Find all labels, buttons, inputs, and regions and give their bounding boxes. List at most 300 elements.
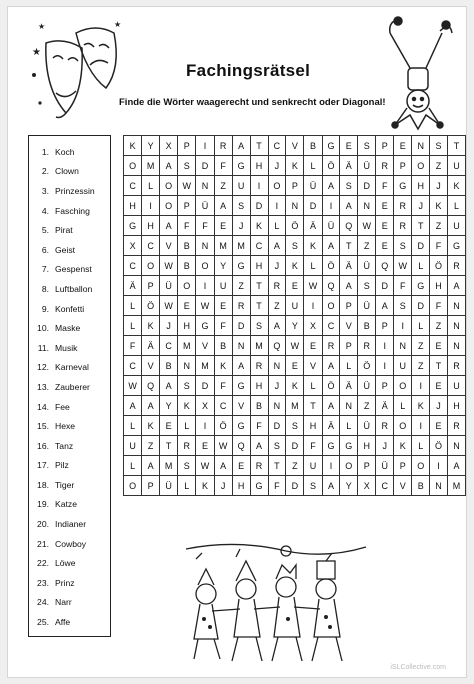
grid-cell: O [178, 276, 196, 296]
grid-cell: E [376, 236, 394, 256]
grid-cell: Z [430, 156, 448, 176]
grid-cell: M [286, 396, 304, 416]
grid-cell: B [304, 136, 322, 156]
grid-cell: G [124, 216, 142, 236]
grid-cell: I [412, 416, 430, 436]
grid-row [124, 136, 466, 156]
grid-cell: P [178, 196, 196, 216]
grid-cell: O [340, 456, 358, 476]
grid-cell: V [196, 336, 214, 356]
grid-cell: R [376, 156, 394, 176]
word-list-item [29, 514, 110, 534]
grid-row [124, 476, 466, 496]
grid-cell: N [268, 356, 286, 376]
word-text: Clown [55, 166, 79, 177]
grid-cell: I [142, 196, 160, 216]
word-text: Karneval [55, 362, 89, 373]
word-list-item [29, 475, 110, 495]
word-number: 20. [37, 519, 49, 530]
grid-cell: E [304, 336, 322, 356]
grid-cell: Ü [358, 256, 376, 276]
grid-cell: C [142, 236, 160, 256]
word-list-item [29, 142, 110, 162]
grid-cell: L [447, 196, 465, 216]
grid-cell: P [376, 136, 394, 156]
grid-row [124, 256, 466, 276]
grid-cell: V [304, 356, 322, 376]
grid-cell: Ü [358, 296, 376, 316]
grid-cell: A [232, 356, 250, 376]
word-text: Fasching [55, 205, 90, 216]
word-number: 8. [41, 283, 49, 294]
grid-cell: Ö [430, 256, 448, 276]
word-number: 11. [37, 342, 49, 353]
grid-cell: Ü [196, 196, 214, 216]
grid-cell: S [178, 456, 196, 476]
grid-cell: L [178, 476, 196, 496]
grid-cell: Q [340, 216, 358, 236]
grid-cell: D [268, 416, 286, 436]
grid-cell: S [358, 276, 376, 296]
grid-cell: A [142, 396, 160, 416]
grid-cell: N [394, 336, 412, 356]
word-text: Geist [55, 244, 76, 255]
grid-cell: S [304, 476, 322, 496]
grid-cell: C [124, 176, 142, 196]
grid-cell: K [250, 216, 268, 236]
grid-row [124, 456, 466, 476]
word-number: 16. [37, 440, 49, 451]
grid-cell: A [322, 236, 340, 256]
grid-cell: P [286, 176, 304, 196]
grid-cell: W [214, 436, 232, 456]
grid-cell: I [376, 356, 394, 376]
word-text: Fee [55, 401, 70, 412]
grid-cell: O [412, 456, 430, 476]
grid-cell: A [160, 216, 178, 236]
grid-cell: F [178, 216, 196, 236]
grid-cell: A [340, 276, 358, 296]
grid-cell: G [394, 176, 412, 196]
grid-cell: P [340, 336, 358, 356]
grid-cell: U [447, 156, 465, 176]
grid-cell: L [340, 356, 358, 376]
grid-cell: O [268, 176, 286, 196]
grid-cell: B [250, 396, 268, 416]
word-number: 10. [37, 323, 49, 334]
grid-row [124, 336, 466, 356]
svg-text:★: ★ [38, 22, 46, 31]
grid-cell: T [430, 356, 448, 376]
grid-cell: N [447, 436, 465, 456]
grid-cell: O [124, 156, 142, 176]
word-number: 22. [37, 558, 49, 569]
grid-cell: A [232, 136, 250, 156]
grid-cell: X [304, 316, 322, 336]
grid-cell: L [304, 256, 322, 276]
grid-cell: A [250, 436, 268, 456]
grid-cell: W [304, 276, 322, 296]
grid-cell: D [412, 236, 430, 256]
word-text: Pilz [55, 460, 69, 471]
word-list-item [29, 534, 110, 554]
grid-cell: Ä [340, 156, 358, 176]
grid-cell: G [447, 236, 465, 256]
grid-row [124, 356, 466, 376]
word-list-item [29, 553, 110, 573]
grid-cell: H [124, 196, 142, 216]
grid-cell: Ö [286, 216, 304, 236]
grid-cell: Ü [358, 416, 376, 436]
grid-cell: A [322, 356, 340, 376]
grid-cell: H [447, 396, 465, 416]
grid-cell: I [196, 276, 214, 296]
grid-cell: N [447, 316, 465, 336]
grid-row [124, 156, 466, 176]
grid-cell: L [394, 396, 412, 416]
grid-row [124, 176, 466, 196]
grid-cell: C [214, 396, 232, 416]
grid-cell: S [340, 176, 358, 196]
grid-cell: T [250, 136, 268, 156]
grid-cell: E [196, 436, 214, 456]
grid-cell: Q [376, 256, 394, 276]
party-illustration [176, 539, 376, 669]
word-number: 3. [41, 185, 49, 196]
grid-cell: H [358, 436, 376, 456]
grid-cell: Q [268, 336, 286, 356]
grid-cell: L [142, 176, 160, 196]
grid-cell: A [142, 456, 160, 476]
word-list-item [29, 299, 110, 319]
grid-cell: K [286, 156, 304, 176]
worksheet-page [7, 6, 467, 678]
grid-cell: J [430, 176, 448, 196]
grid-cell: K [286, 256, 304, 276]
grid-cell: L [124, 316, 142, 336]
grid-cell: N [412, 136, 430, 156]
grid-cell: V [286, 136, 304, 156]
grid-cell: R [447, 256, 465, 276]
grid-cell: R [322, 336, 340, 356]
word-number: 14. [37, 401, 49, 412]
word-number: 17. [37, 460, 49, 471]
word-list-item [29, 612, 110, 632]
grid-cell: R [232, 296, 250, 316]
grid-cell: W [286, 336, 304, 356]
word-search-grid [123, 135, 466, 496]
grid-cell: S [394, 296, 412, 316]
grid-cell: K [142, 316, 160, 336]
grid-cell: B [178, 256, 196, 276]
word-text: Katze [55, 499, 77, 510]
grid-cell: U [232, 176, 250, 196]
word-list-item [29, 456, 110, 476]
grid-cell: P [358, 456, 376, 476]
grid-cell: Ä [340, 376, 358, 396]
grid-cell: F [430, 296, 448, 316]
grid-cell: I [376, 336, 394, 356]
grid-cell: D [196, 156, 214, 176]
grid-cell: G [250, 476, 268, 496]
grid-cell: Z [430, 216, 448, 236]
grid-cell: U [394, 356, 412, 376]
grid-cell: W [124, 376, 142, 396]
word-number: 5. [41, 225, 49, 236]
grid-cell: Ö [322, 256, 340, 276]
grid-cell: H [304, 416, 322, 436]
grid-cell: Z [232, 276, 250, 296]
grid-cell: I [196, 416, 214, 436]
grid-cell: T [304, 396, 322, 416]
grid-cell: P [376, 376, 394, 396]
word-list-item [29, 162, 110, 182]
grid-cell: B [214, 336, 232, 356]
grid-cell: G [232, 256, 250, 276]
grid-cell: L [124, 296, 142, 316]
grid-cell: F [376, 176, 394, 196]
grid-cell: Ü [304, 176, 322, 196]
grid-cell: I [268, 196, 286, 216]
grid-cell: Z [214, 176, 232, 196]
word-text: Koch [55, 146, 75, 157]
grid-cell: Ö [322, 376, 340, 396]
grid-cell: K [447, 176, 465, 196]
grid-cell: T [412, 216, 430, 236]
grid-cell: S [178, 376, 196, 396]
word-text: Indianer [55, 519, 87, 530]
grid-cell: E [376, 196, 394, 216]
grid-cell: S [286, 236, 304, 256]
word-text: Maske [55, 323, 81, 334]
grid-cell: C [124, 256, 142, 276]
grid-cell: J [376, 436, 394, 456]
grid-cell: A [214, 456, 232, 476]
word-list-item [29, 593, 110, 613]
grid-cell: L [178, 416, 196, 436]
grid-cell: R [376, 416, 394, 436]
grid-cell: D [232, 316, 250, 336]
grid-cell: E [160, 416, 178, 436]
word-list-item [29, 220, 110, 240]
word-number: 15. [37, 421, 49, 432]
grid-row [124, 416, 466, 436]
grid-cell: F [214, 316, 232, 336]
grid-cell: Ü [322, 216, 340, 236]
grid-cell: J [268, 376, 286, 396]
grid-cell: J [232, 216, 250, 236]
word-number: 2. [41, 166, 49, 177]
grid-cell: K [142, 416, 160, 436]
grid-cell: K [394, 436, 412, 456]
grid-cell: S [268, 436, 286, 456]
grid-cell: N [358, 196, 376, 216]
word-text: Gespenst [55, 264, 92, 275]
word-list-item [29, 436, 110, 456]
word-number: 7. [41, 264, 49, 275]
grid-cell: P [142, 276, 160, 296]
grid-cell: U [447, 216, 465, 236]
grid-cell: N [430, 476, 448, 496]
grid-cell: G [340, 436, 358, 456]
word-text: Tiger [55, 479, 75, 490]
word-text: Prinzessin [55, 185, 95, 196]
grid-cell: R [178, 436, 196, 456]
grid-cell: R [358, 336, 376, 356]
grid-cell: K [430, 196, 448, 216]
grid-cell: Y [340, 476, 358, 496]
grid-cell: E [340, 136, 358, 156]
grid-cell: E [394, 136, 412, 156]
grid-cell: K [196, 476, 214, 496]
grid-cell: C [322, 316, 340, 336]
grid-cell: L [412, 316, 430, 336]
grid-cell: L [124, 416, 142, 436]
grid-cell: Z [430, 316, 448, 336]
grid-cell: N [340, 396, 358, 416]
grid-cell: I [304, 296, 322, 316]
grid-cell: H [142, 216, 160, 236]
grid-row [124, 216, 466, 236]
grid-cell: R [447, 416, 465, 436]
grid-cell: A [340, 196, 358, 216]
grid-cell: R [250, 456, 268, 476]
grid-cell: N [268, 396, 286, 416]
word-text: Löwe [55, 558, 76, 569]
grid-cell: E [376, 216, 394, 236]
word-text: Konfetti [55, 303, 85, 314]
grid-cell: G [232, 376, 250, 396]
grid-cell: J [412, 196, 430, 216]
grid-cell: U [214, 276, 232, 296]
grid-cell: F [250, 416, 268, 436]
grid-cell: D [250, 196, 268, 216]
grid-cell: C [376, 476, 394, 496]
grid-cell: H [250, 376, 268, 396]
grid-cell: V [394, 476, 412, 496]
grid-cell: G [412, 276, 430, 296]
grid-cell: O [394, 416, 412, 436]
word-list-item [29, 397, 110, 417]
word-text: Affe [55, 617, 71, 628]
grid-cell: Z [412, 356, 430, 376]
grid-cell: R [447, 356, 465, 376]
grid-cell: F [304, 436, 322, 456]
grid-cell: U [447, 376, 465, 396]
grid-cell: I [412, 376, 430, 396]
grid-cell: E [286, 356, 304, 376]
grid-cell: E [178, 296, 196, 316]
grid-cell: C [124, 356, 142, 376]
grid-cell: A [268, 316, 286, 336]
word-number: 24. [37, 597, 49, 608]
grid-cell: Ü [160, 476, 178, 496]
grid-cell: U [286, 296, 304, 316]
word-number: 21. [37, 538, 49, 549]
grid-cell: F [124, 336, 142, 356]
grid-cell: S [430, 136, 448, 156]
grid-cell: Z [286, 456, 304, 476]
grid-cell: O [160, 176, 178, 196]
grid-cell: J [268, 156, 286, 176]
word-number: 23. [37, 577, 49, 588]
grid-cell: M [160, 456, 178, 476]
grid-cell: B [358, 316, 376, 336]
grid-cell: L [340, 416, 358, 436]
grid-cell: X [358, 476, 376, 496]
grid-cell: Ö [322, 156, 340, 176]
word-number: 18. [37, 479, 49, 490]
grid-cell: U [304, 456, 322, 476]
grid-cell: F [196, 216, 214, 236]
grid-cell: A [268, 236, 286, 256]
grid-cell: B [412, 476, 430, 496]
grid-cell: M [142, 156, 160, 176]
grid-cell: L [412, 256, 430, 276]
grid-cell: N [232, 336, 250, 356]
grid-cell: K [412, 396, 430, 416]
grid-cell: I [430, 456, 448, 476]
grid-cell: H [430, 276, 448, 296]
watermark: iSLCollective.com [390, 664, 446, 671]
grid-cell: K [178, 396, 196, 416]
grid-cell: J [214, 476, 232, 496]
grid-cell: O [142, 256, 160, 276]
grid-cell: V [142, 356, 160, 376]
word-list-item [29, 573, 110, 593]
grid-cell: O [196, 256, 214, 276]
grid-cell: W [160, 256, 178, 276]
word-text: Tanz [55, 440, 74, 451]
grid-cell: A [322, 476, 340, 496]
grid-cell: D [304, 196, 322, 216]
grid-row [124, 316, 466, 336]
grid-cell: Ö [430, 436, 448, 456]
grid-cell: D [286, 436, 304, 456]
grid-cell: E [430, 336, 448, 356]
grid-cell: Ü [358, 376, 376, 396]
word-number: 13. [37, 381, 49, 392]
grid-cell: Ü [160, 276, 178, 296]
grid-cell: R [250, 356, 268, 376]
grid-cell: X [196, 396, 214, 416]
grid-cell: V [232, 396, 250, 416]
word-text: Hexe [55, 421, 76, 432]
grid-cell: I [394, 316, 412, 336]
grid-cell: A [376, 296, 394, 316]
grid-cell: E [430, 376, 448, 396]
grid-cell: T [447, 136, 465, 156]
word-text: Prinz [55, 577, 75, 588]
word-list-item [29, 260, 110, 280]
grid-cell: K [124, 136, 142, 156]
grid-cell: J [160, 316, 178, 336]
grid-cell: Q [322, 276, 340, 296]
grid-cell: L [412, 436, 430, 456]
grid-cell: A [322, 396, 340, 416]
grid-cell: F [214, 376, 232, 396]
word-number: 1. [41, 146, 49, 157]
grid-cell: D [286, 476, 304, 496]
grid-cell: S [394, 236, 412, 256]
grid-cell: J [430, 396, 448, 416]
word-list-item [29, 181, 110, 201]
grid-cell: Y [160, 396, 178, 416]
grid-cell: D [376, 276, 394, 296]
grid-cell: W [196, 296, 214, 316]
grid-row [124, 296, 466, 316]
grid-cell: M [196, 356, 214, 376]
